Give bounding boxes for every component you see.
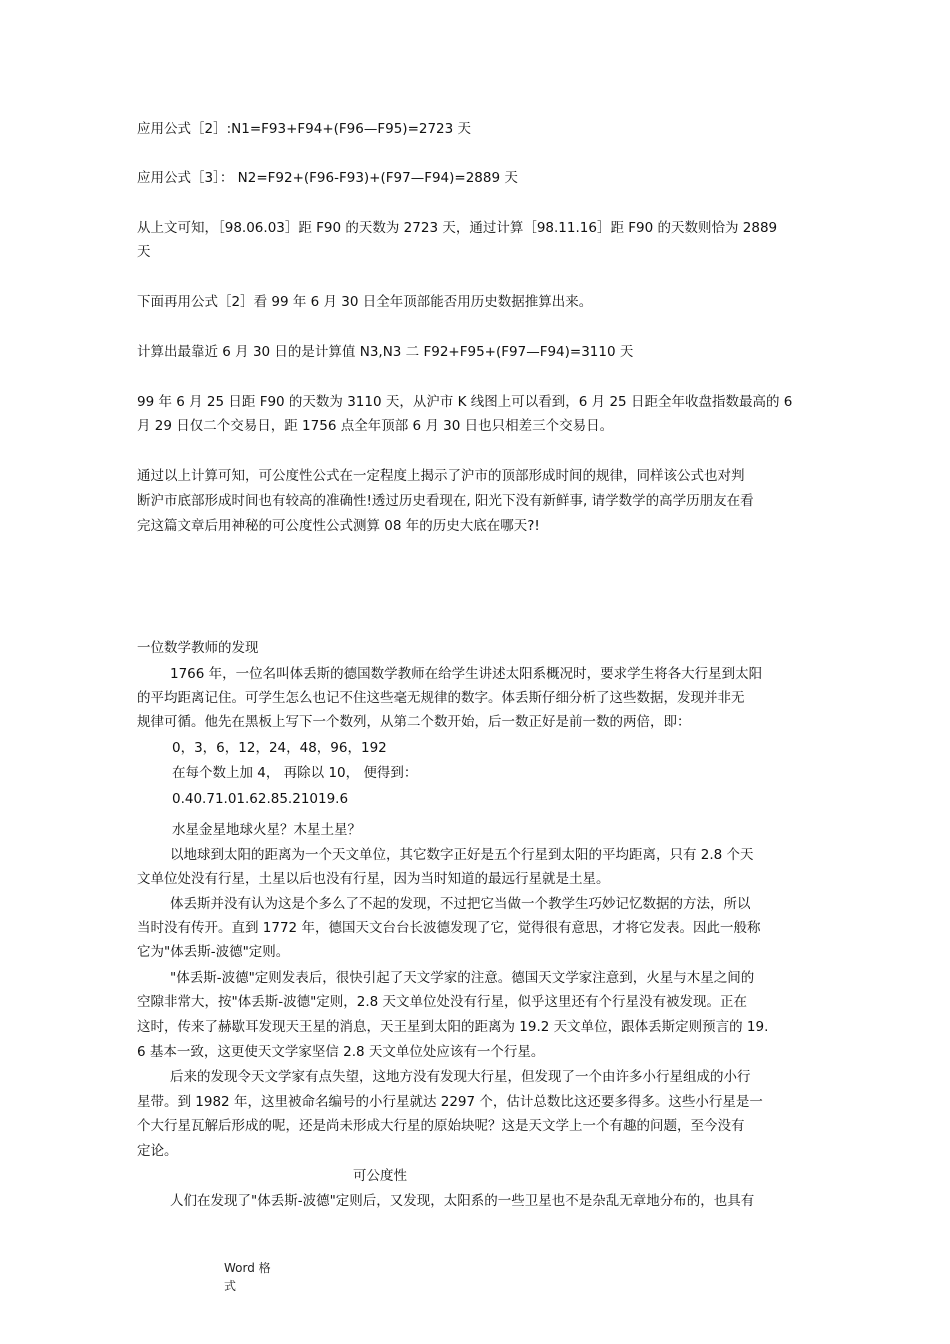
page-footer — [224, 1259, 284, 1295]
paragraph-4-line-1: 99 年 6 月 25 日距 F90 的天数为 3110 天，从沪市 K 线图上可以看到，6 月 25 日距全年收盘指数最高的 6 — [137, 394, 793, 410]
article-p3-line-3: 它为"体丢斯-波德"定则。 — [137, 944, 290, 960]
planets-line: 水星金星地球火星？木星土星？ — [172, 822, 361, 838]
article-heading: 一位数学教师的发现 — [137, 640, 259, 656]
article-p5-line-2: 星带。到 1982 年，这里被命名编号的小行星就达 2297 个，估计总数比这还要多得多。这些小行星是一 — [137, 1094, 763, 1110]
article-p2-line-2: 文单位处没有行星，土星以后也没有行星，因为当时知道的最远行星就是土星。 — [137, 871, 610, 887]
formula-3-line: 应用公式［3］： N2=F92+(F96-F93)+(F97—F94)=2889 天 — [137, 170, 518, 186]
article-p5-line-4: 定论。 — [137, 1143, 178, 1159]
article-p2-line-1: 以地球到太阳的距离为一个天文单位，其它数字正好是五个行星到太阳的平均距离，只有 2.8 个天 — [170, 847, 754, 863]
article-p4-line-3: 这时，传来了赫歇耳发现天王星的消息，天王星到太阳的距离为 19.2 天文单位，跟体丢斯定则预言的 19. — [137, 1019, 769, 1035]
paragraph-1-line-2: 天 — [137, 244, 151, 260]
result-sequence: 0.40.71.01.62.85.21019.6 — [172, 791, 349, 807]
add-step-text: 在每个数上加 4， 再除以 10， 便得到： — [172, 765, 418, 781]
article-p5-line-3: 个大行星瓦解后形成的呢，还是尚未形成大行星的原始块呢？这是天文学上一个有趣的问题，至今没有 — [137, 1118, 745, 1134]
paragraph-5-line-1: 通过以上计算可知，可公度性公式在一定程度上揭示了沪市的顶部形成时间的规律，同样该公式也对判 — [137, 468, 745, 484]
paragraph-5-line-3: 完这篇文章后用神秘的可公度性公式测算 08 年的历史大底在哪天?! — [137, 518, 540, 534]
article-p4-line-1: "体丢斯-波德"定则发表后，很快引起了天文学家的注意。德国天文学家注意到，火星与木星之间的 — [170, 970, 755, 986]
article-p4-line-4: 6 基本一致，这更使天文学家坚信 2.8 天文单位处应该有一个行星。 — [137, 1044, 545, 1060]
paragraph-5-line-2: 断沪市底部形成时间也有较高的准确性!透过历史看现在, 阳光下没有新鲜事, 请学数学的高学历朋友在看 — [137, 493, 754, 509]
number-sequence: 0，3，6，12，24，48，96，192 — [172, 740, 387, 756]
footer-line-1: Word 格 — [224, 1261, 271, 1275]
paragraph-3: 计算出最靠近 6 月 30 日的是计算值 N3,N3 二 F92+F95+(F97—F94)=3110 天 — [137, 344, 634, 360]
paragraph-4-line-2: 月 29 日仅二个交易日，距 1756 点全年顶部 6 月 30 日也只相差三个交易日。 — [137, 418, 614, 434]
paragraph-1-line-1: 从上文可知，［98.06.03］距 F90 的天数为 2723 天，通过计算［98.11.16］距 F90 的天数则恰为 2889 — [137, 220, 778, 236]
article-p1-line-1: 1766 年，一位名叫体丢斯的德国数学教师在给学生讲述太阳系概况时，要求学生将各大行星到太阳 — [170, 666, 763, 682]
formula-2-line: 应用公式［2］:N1=F93+F94+(F96—F95)=2723 天 — [137, 121, 472, 137]
paragraph-2: 下面再用公式［2］看 99 年 6 月 30 日全年顶部能否用历史数据推算出来。 — [137, 294, 593, 310]
footer-line-2: 式 — [224, 1279, 237, 1293]
section-subheading: 可公度性 — [353, 1168, 407, 1184]
article-p1-line-2: 的平均距离记住。可学生怎么也记不住这些毫无规律的数字。体丢斯仔细分析了这些数据，发现并非无 — [137, 690, 745, 706]
article-p6-line-1: 人们在发现了"体丢斯-波德"定则后，又发现，太阳系的一些卫星也不是杂乱无章地分布的，也具有 — [170, 1193, 755, 1209]
article-p3-line-1: 体丢斯并没有认为这是个多么了不起的发现，不过把它当做一个教学生巧妙记忆数据的方法，所以 — [170, 896, 751, 912]
article-p1-line-3: 规律可循。他先在黑板上写下一个数列，从第二个数开始，后一数正好是前一数的两倍，即： — [137, 714, 691, 730]
article-p5-line-1: 后来的发现令天文学家有点失望，这地方没有发现大行星，但发现了一个由许多小行星组成的小行 — [170, 1069, 751, 1085]
article-p3-line-2: 当时没有传开。直到 1772 年，德国天文台台长波德发现了它，觉得很有意思，才将它发表。因此一般称 — [137, 920, 761, 936]
article-p4-line-2: 空隙非常大，按"体丢斯-波德"定则，2.8 天文单位处没有行星，似乎这里还有个行星没有被发现。正在 — [137, 994, 748, 1010]
